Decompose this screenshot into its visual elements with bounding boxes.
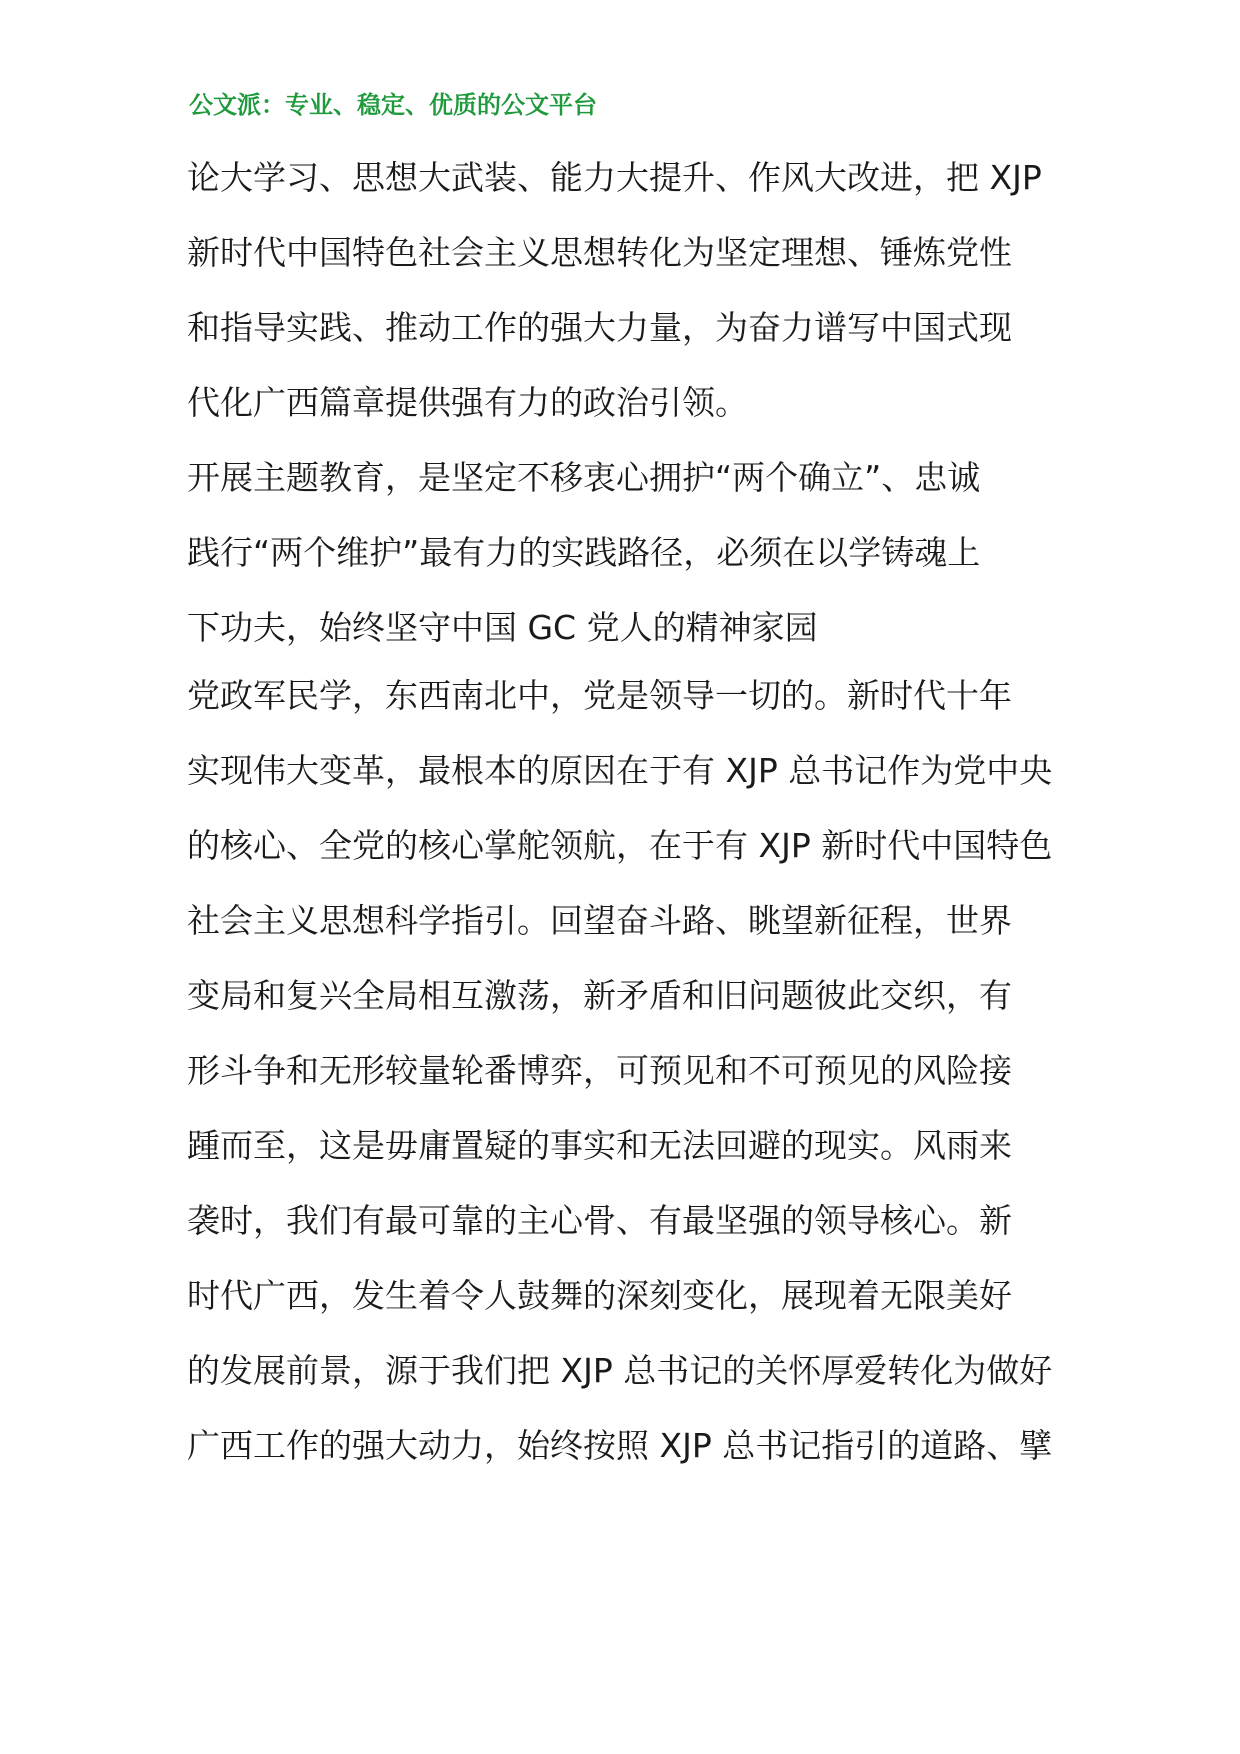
paragraph-1 [187, 140, 1062, 440]
text-line: 的发展前景，源于我们把 XJP 总书记的关怀厚爱转化为做好 [187, 1351, 1053, 1390]
text-line: 的核心、全党的核心掌舵领航，在于有 XJP 新时代中国特色 [187, 826, 1053, 865]
text-line: 广西工作的强大动力，始终按照 XJP 总书记指引的道路、擘 [187, 1426, 1053, 1465]
text-line: 变局和复兴全局相互激荡，新矛盾和旧问题彼此交织，有 [187, 976, 1012, 1015]
text-line: 代化广西篇章提供强有力的政治引领。 [187, 383, 748, 422]
text-line: 和指导实践、推动工作的强大力量，为奋力谱写中国式现 [187, 308, 1012, 347]
text-line: 下功夫，始终坚守中国 GC 党人的精神家园 [187, 608, 818, 647]
text-line: 形斗争和无形较量轮番博弈，可预见和不可预见的风险接 [187, 1051, 1012, 1090]
text-line: 论大学习、思想大武装、能力大提升、作风大改进，把 XJP [187, 158, 1042, 197]
text-line: 踵而至，这是毋庸置疑的事实和无法回避的现实。风雨来 [187, 1126, 1012, 1165]
text-line: 新时代中国特色社会主义思想转化为坚定理想、锤炼党性 [187, 233, 1012, 272]
text-line: 实现伟大变革，最根本的原因在于有 XJP 总书记作为党中央 [187, 751, 1053, 790]
paragraph-3 [187, 658, 1062, 1483]
text-line: 党政军民学，东西南北中，党是领导一切的。新时代十年 [187, 676, 1012, 715]
text-line: 践行“两个维护”最有力的实践路径，必须在以学铸魂上 [187, 533, 981, 572]
text-line: 开展主题教育，是坚定不移衷心拥护“两个确立”、忠诚 [187, 458, 981, 497]
page-header: 公文派：专业、稳定、优质的公文平台 [189, 90, 597, 119]
text-line: 社会主义思想科学指引。回望奋斗路、眺望新征程，世界 [187, 901, 1012, 940]
text-line: 时代广西，发生着令人鼓舞的深刻变化，展现着无限美好 [187, 1276, 1012, 1315]
text-line: 袭时，我们有最可靠的主心骨、有最坚强的领导核心。新 [187, 1201, 1012, 1240]
paragraph-2 [187, 440, 1062, 665]
